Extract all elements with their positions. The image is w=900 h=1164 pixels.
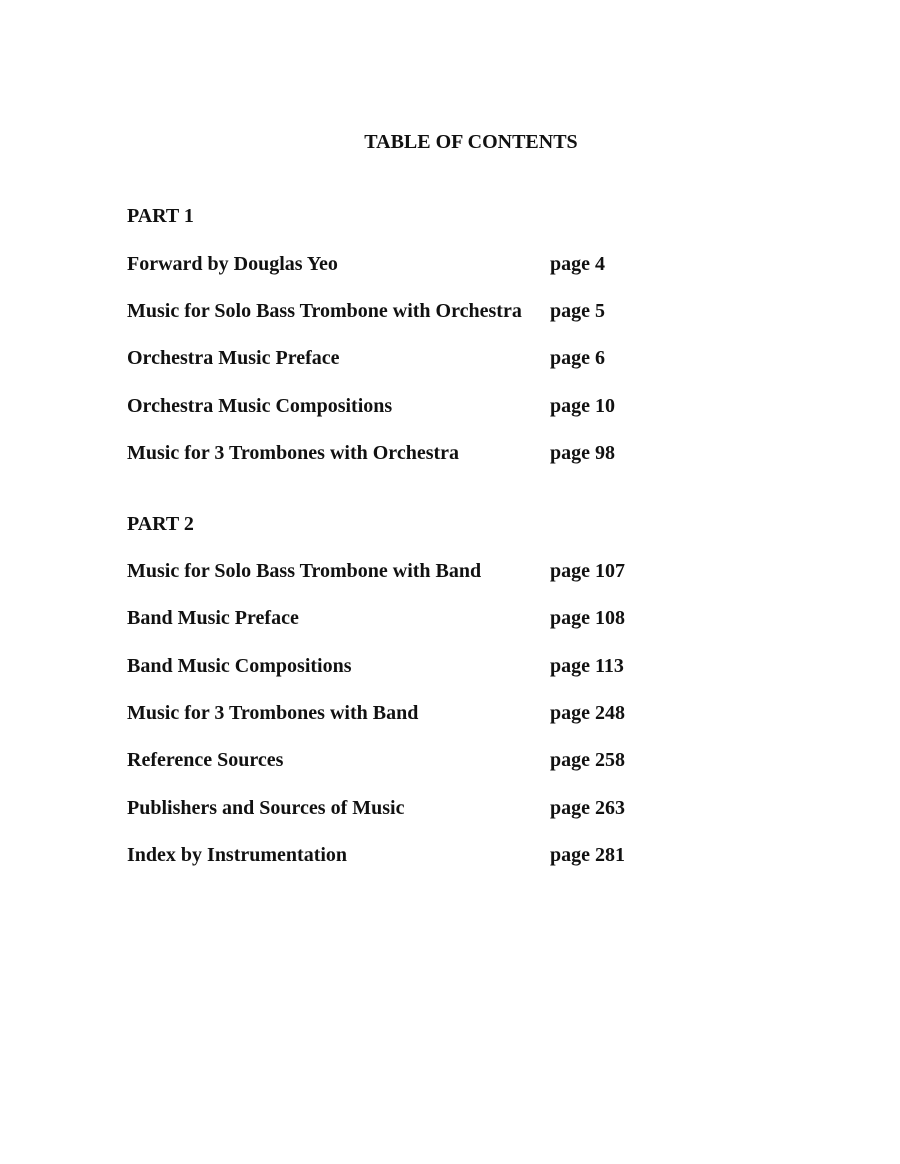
toc-entry-title: Music for 3 Trombones with Orchestra bbox=[127, 442, 460, 464]
toc-entry bbox=[127, 439, 687, 467]
toc-entry-title: Reference Sources bbox=[127, 749, 284, 771]
toc-entry bbox=[127, 344, 687, 372]
toc-entry bbox=[127, 392, 687, 420]
toc-entry bbox=[127, 699, 687, 727]
toc-entry-title: Forward by Douglas Yeo bbox=[127, 253, 338, 275]
toc-entry bbox=[127, 604, 687, 632]
toc-entry bbox=[127, 652, 687, 680]
toc-entry-page: page 5 bbox=[550, 300, 605, 322]
part-1-heading: PART 1 bbox=[127, 205, 194, 227]
toc-entry-title: Music for Solo Bass Trombone with Band bbox=[127, 560, 482, 582]
toc-entry-title: Publishers and Sources of Music bbox=[127, 797, 405, 819]
part-2-heading: PART 2 bbox=[127, 513, 194, 535]
toc-entry bbox=[127, 794, 687, 822]
toc-entry-page: page 281 bbox=[550, 844, 625, 866]
page-title: TABLE OF CONTENTS bbox=[364, 131, 578, 153]
toc-entry-page: page 248 bbox=[550, 702, 625, 724]
toc-entry bbox=[127, 297, 687, 325]
toc-entry-page: page 263 bbox=[550, 797, 625, 819]
toc-entry-page: page 98 bbox=[550, 442, 615, 464]
toc-entry-page: page 113 bbox=[550, 655, 624, 677]
toc-entry-title: Band Music Compositions bbox=[127, 655, 352, 677]
toc-entry-title: Music for Solo Bass Trombone with Orchestra bbox=[127, 300, 522, 322]
toc-entry-title: Orchestra Music Compositions bbox=[127, 395, 393, 417]
toc-entry bbox=[127, 250, 687, 278]
toc-entry bbox=[127, 557, 687, 585]
toc-entry-page: page 258 bbox=[550, 749, 625, 771]
toc-entry-title: Band Music Preface bbox=[127, 607, 299, 629]
toc-entry-page: page 4 bbox=[550, 253, 605, 275]
toc-entry-title: Index by Instrumentation bbox=[127, 844, 348, 866]
toc-entry bbox=[127, 841, 687, 869]
toc-entry-title: Music for 3 Trombones with Band bbox=[127, 702, 419, 724]
toc-entry-page: page 107 bbox=[550, 560, 625, 582]
toc-entry bbox=[127, 746, 687, 774]
toc-entry-title: Orchestra Music Preface bbox=[127, 347, 340, 369]
toc-entry-page: page 108 bbox=[550, 607, 625, 629]
toc-entry-page: page 6 bbox=[550, 347, 605, 369]
toc-entry-page: page 10 bbox=[550, 395, 615, 417]
